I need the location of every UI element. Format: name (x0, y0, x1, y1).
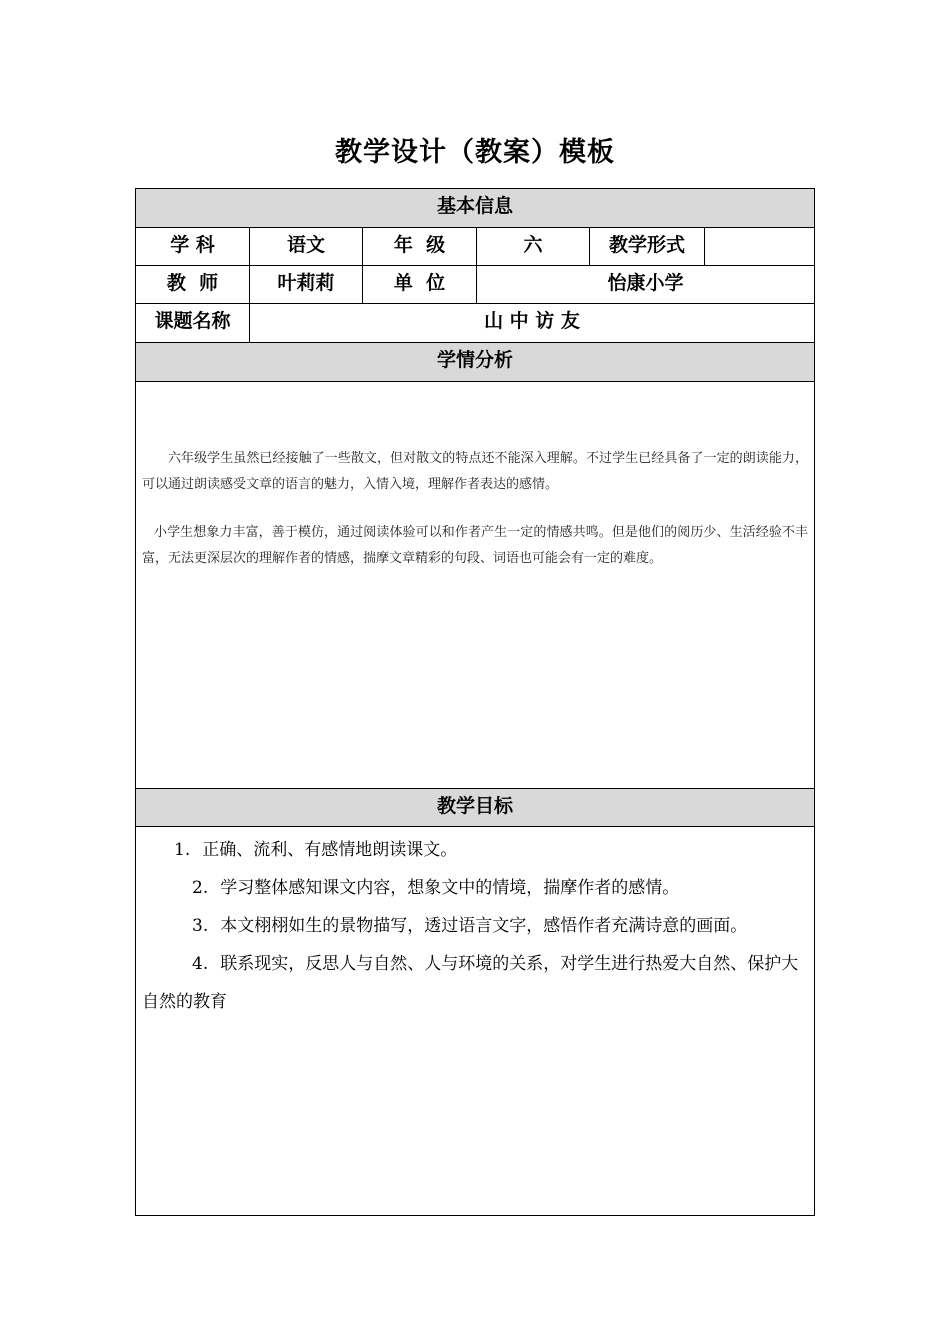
basic-info-header (136, 189, 814, 228)
basic-info-row-2 (136, 266, 814, 304)
analysis-paragraph: 六年级学生虽然已经接触了一些散文，但对散文的特点还不能深入理解。不过学生已经具备了一定的朗读能力，可以通过朗读感受文章的语言的魅力，入情入境，理解作者表达的感情。 (142, 451, 808, 492)
objective-number: 4. (192, 954, 209, 974)
objectives-body (136, 827, 814, 1215)
unit-value-cell (476, 266, 814, 303)
lesson-plan-table (135, 188, 815, 1216)
page-title: 教学设计（教案）模板 (335, 137, 615, 168)
objectives-list (142, 831, 808, 1021)
topic-label-cell (136, 304, 249, 342)
objectives-header (136, 789, 814, 827)
objective-text: 学习整体感知课文内容，想象文中的情境，揣摩作者的感情。 (220, 878, 680, 898)
grade-value: 六 (523, 234, 543, 256)
objective-number: 1. (174, 840, 191, 860)
objective-item (142, 869, 808, 907)
unit-label: 单 位 (393, 272, 446, 294)
objective-text: 本文栩栩如生的景物描写，透过语言文字，感悟作者充满诗意的画面。 (220, 916, 748, 936)
subject-value: 语文 (286, 234, 325, 256)
subject-label: 学 科 (170, 234, 215, 256)
unit-label-cell (362, 266, 476, 303)
teacher-label: 教 师 (166, 272, 219, 294)
analysis-text (142, 446, 808, 594)
teacher-value: 叶莉莉 (277, 272, 335, 294)
form-value-cell (704, 228, 814, 265)
objective-text: 联系现实，反思人与自然、人与环境的关系，对学生进行热爱大自然、保护大自然的教育 (142, 954, 799, 1012)
analysis-header (136, 343, 814, 382)
teacher-value-cell (249, 266, 362, 303)
objective-text: 正确、流利、有感情地朗读课文。 (202, 840, 458, 860)
subject-value-cell (249, 228, 362, 265)
form-label: 教学形式 (608, 234, 685, 256)
topic-value-cell (249, 304, 814, 342)
unit-value: 怡康小学 (607, 272, 684, 294)
subject-label-cell (136, 228, 249, 265)
objective-item (142, 831, 808, 869)
topic-label: 课题名称 (154, 310, 231, 332)
analysis-paragraph: 小学生想象力丰富，善于模仿，通过阅读体验可以和作者产生一定的情感共鸣。但是他们的阅历少、生活经验不丰富，无法更深层次的理解作者的情感，揣摩文章精彩的句段、词语也可能会有一定的难度。 (142, 525, 808, 566)
teacher-label-cell (136, 266, 249, 303)
grade-label: 年 级 (393, 234, 446, 256)
basic-info-row-1 (136, 228, 814, 266)
objective-number: 3. (192, 916, 209, 936)
grade-value-cell (476, 228, 589, 265)
objective-item (142, 907, 808, 945)
objectives-header-text: 教学目标 (436, 795, 513, 817)
objective-item (142, 945, 808, 1021)
basic-info-header-text: 基本信息 (436, 195, 513, 217)
topic-value: 山 中 访 友 (484, 310, 580, 332)
objective-number: 2. (192, 878, 209, 898)
analysis-header-text: 学情分析 (436, 349, 513, 371)
analysis-body (136, 382, 814, 789)
grade-label-cell (362, 228, 476, 265)
basic-info-row-3 (136, 304, 814, 343)
form-label-cell (589, 228, 704, 265)
